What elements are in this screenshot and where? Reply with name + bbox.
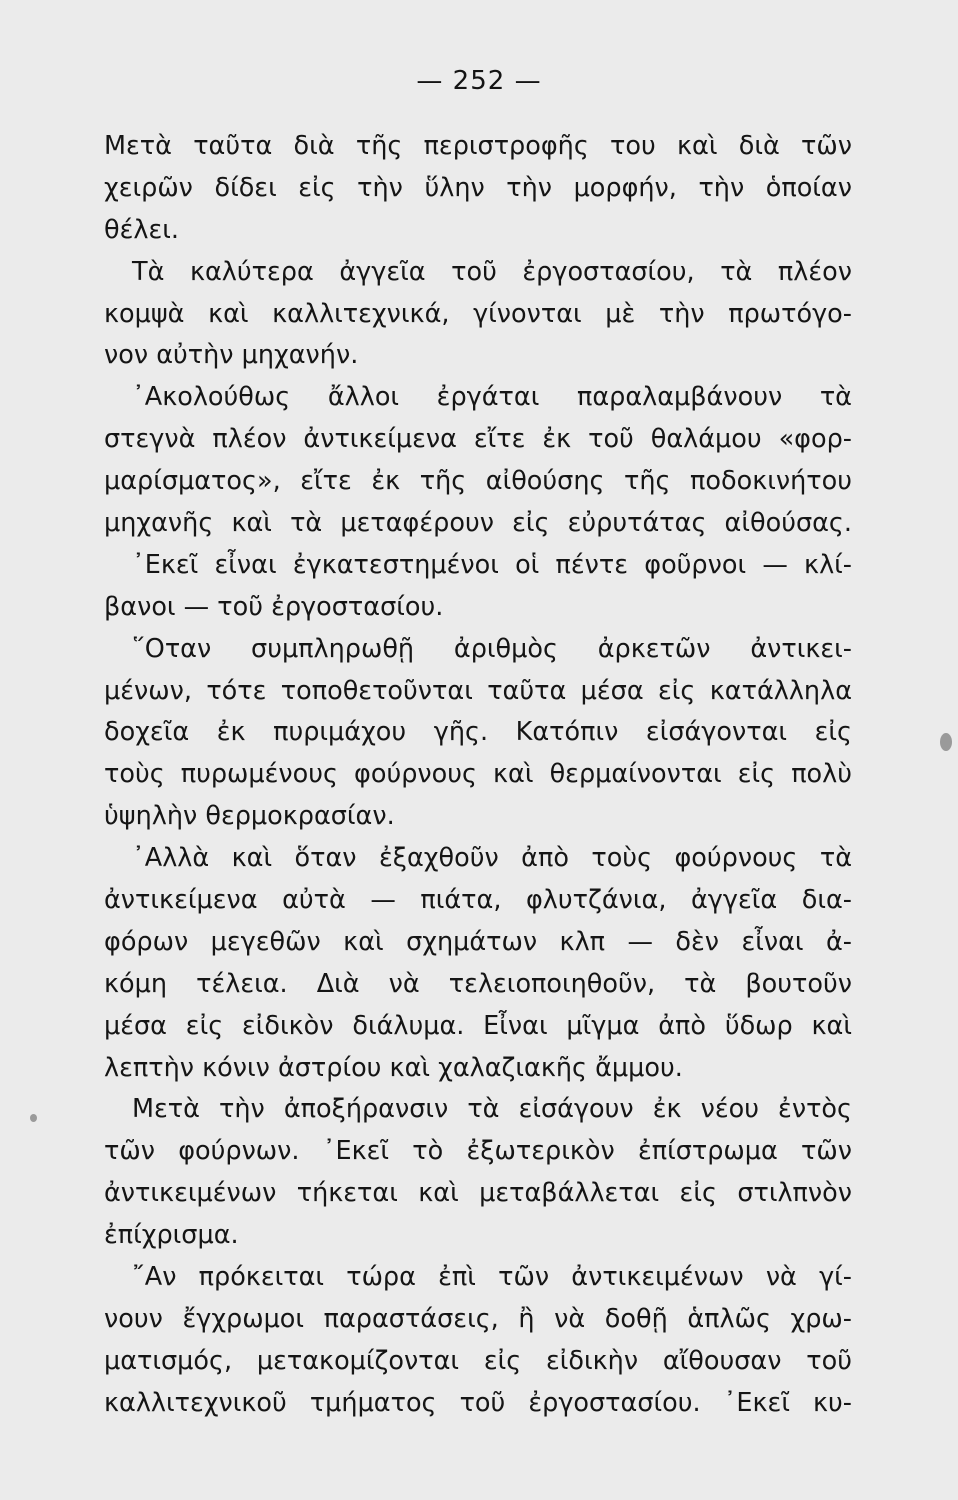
text-line: ᾿Ακολούθως ἄλλοι ἐργάται παραλαμβάνουν τὰ (132, 382, 852, 413)
text-line: Μετὰ τὴν ἀποξήρανσιν τὰ εἰσάγουν ἐκ νέου ἐντὸς (132, 1094, 852, 1125)
paper-speck (940, 733, 952, 751)
text-line: ματισμός, μετακομίζονται εἰς εἰδικὴν αἴθουσαν τοῦ (104, 1345, 852, 1376)
text-line: ἀντικείμενα αὐτὰ — πιάτα, φλυτζάνια, ἀγγεῖα δια- (104, 885, 852, 916)
text-line: λεπτὴν κόνιν ἀστρίου καὶ χαλαζιακῆς ἄμμου. (104, 1052, 683, 1083)
text-line: τῶν φούρνων. ᾿Εκεῖ τὸ ἐξωτερικὸν ἐπίστρωμα τῶν (104, 1136, 852, 1167)
text-line: ᾿Εκεῖ εἶναι ἐγκατεστημένοι οἱ πέντε φοῦρνοι — κλί- (132, 549, 852, 580)
text-line: χειρῶν δίδει εἰς τὴν ὕλην τὴν μορφήν, τὴν ὁποίαν (104, 172, 852, 203)
text-line: ὑψηλὴν θερμοκρασίαν. (104, 801, 395, 832)
text-line: θέλει. (104, 214, 179, 245)
text-line: νουν ἔγχρωμοι παραστάσεις, ἢ νὰ δοθῇ ἁπλῶς χρω- (104, 1303, 852, 1334)
text-line: νον αὐτὴν μηχανήν. (104, 340, 359, 371)
text-line: δοχεῖα ἐκ πυριμάχου γῆς. Κατόπιν εἰσάγονται εἰς (104, 717, 852, 748)
text-line: κομψὰ καὶ καλλιτεχνικά, γίνονται μὲ τὴν πρωτόγο- (104, 298, 852, 329)
text-line: καλλιτεχνικοῦ τμήματος τοῦ ἐργοστασίου. ᾿Εκεῖ κυ- (104, 1387, 852, 1418)
text-line: φόρων μεγεθῶν καὶ σχημάτων κλπ — δὲν εἶναι ἀ- (104, 926, 852, 957)
text-line: στεγνὰ πλέον ἀντικείμενα εἴτε ἐκ τοῦ θαλάμου «φορ- (104, 424, 852, 455)
text-line: Τὰ καλύτερα ἀγγεῖα τοῦ ἐργοστασίου, τὰ πλέον (132, 256, 852, 287)
text-line: βανοι — τοῦ ἐργοστασίου. (104, 591, 444, 622)
text-line: μέσα εἰς εἰδικὸν διάλυμα. Εἶναι μῖγμα ἀπὸ ὕδωρ καὶ (104, 1010, 852, 1041)
text-line: ᾿Αλλὰ καὶ ὅταν ἐξαχθοῦν ἀπὸ τοὺς φούρνους τὰ (132, 843, 852, 874)
text-line: μένων, τότε τοποθετοῦνται ταῦτα μέσα εἰς κατάλληλα (104, 675, 852, 706)
body-text (104, 126, 852, 1425)
text-line: ῞Οταν συμπληρωθῇ ἀριθμὸς ἀρκετῶν ἀντικει- (132, 633, 852, 664)
text-line: κόμη τέλεια. Διὰ νὰ τελειοποιηθοῦν, τὰ βουτοῦν (104, 968, 852, 999)
text-line: ἐπίχρισμα. (104, 1220, 239, 1251)
text-line: τοὺς πυρωμένους φούρνους καὶ θερμαίνονται εἰς πολὺ (104, 759, 852, 790)
page-number: — 252 — (416, 66, 542, 96)
text-line: ἀντικειμένων τήκεται καὶ μεταβάλλεται εἰς στιλπνὸν (104, 1178, 852, 1209)
paper-speck (30, 1114, 37, 1122)
text-line: ῎Αν πρόκειται τώρα ἐπὶ τῶν ἀντικειμένων νὰ γί- (132, 1262, 852, 1293)
text-line: μηχανῆς καὶ τὰ μεταφέρουν εἰς εὐρυτάτας αἰθούσας. (104, 508, 852, 539)
text-line: μαρίσματος», εἴτε ἐκ τῆς αἰθούσης τῆς ποδοκινήτου (104, 466, 852, 497)
text-line: Μετὰ ταῦτα διὰ τῆς περιστροφῆς του καὶ διὰ τῶν (104, 131, 852, 161)
